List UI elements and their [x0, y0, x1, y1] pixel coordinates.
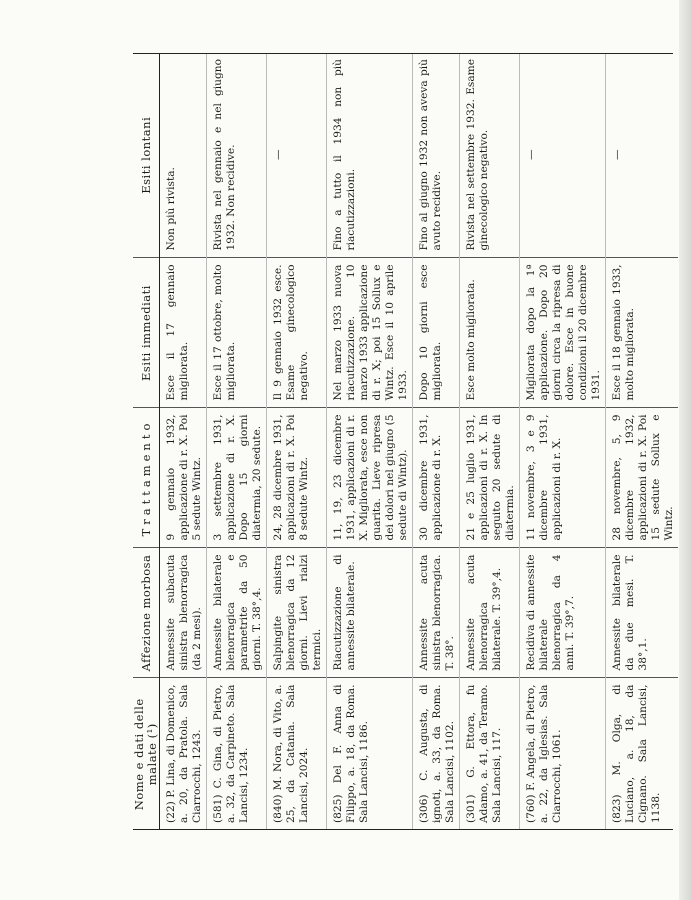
cell-affection: Annessite subacuta sinistra blenorragica (da 2 mesi). — [160, 548, 207, 678]
header-immediate: Esiti immediati — [133, 258, 160, 408]
cell-treatment: 21 e 25 luglio 1931, applicazioni di r. X. In seguito 20 sedute di diatermia. — [460, 408, 520, 548]
cell-distant: Fino al giugno 1932 non aveva più avuto recidive. — [413, 53, 460, 258]
cell-immediate: Esce molto migliorata. — [460, 258, 520, 408]
cell-affection: Annessite bilaterale da due mesi. T. 38°,1. — [606, 548, 679, 678]
cell-name: (581) C. Gina, di Pietro, a. 32, da Carpineto. Sala Lancisi, 1234. — [207, 678, 267, 830]
header-affection: Affezione morbosa — [133, 548, 160, 678]
cell-distant: Non più rivista. — [160, 53, 207, 258]
table-row — [520, 53, 606, 830]
table-row — [207, 53, 267, 830]
cell-treatment: 30 dicembre 1931, applicazione di r. X. — [413, 408, 460, 548]
cell-affection: Riacutizzazione di annessite bilaterale. — [327, 548, 413, 678]
cell-treatment: 28 novembre, 5, 9 dicembre 1932, applicazioni di r. X. Poi 15 sedute Sollux e Wintz. — [606, 408, 679, 548]
table-row — [606, 53, 679, 830]
patients-table — [133, 53, 678, 830]
cell-affection: Salpingite sinistra blenorragica da 12 giorni. Lievi rialzi termici. — [267, 548, 327, 678]
header-name: Nome e dati delle malate (¹) — [133, 678, 160, 830]
cell-immediate: Migliorata dopo la 1ª applicazione. Dopo 20 giorni circa la ripresa di dolore. Esce in buone condizioni il 20 dicembre 1931. — [520, 258, 606, 408]
cell-distant: Rivista nel gennaio e nel giugno 1932. Non recidive. — [207, 53, 267, 258]
table-row — [160, 53, 207, 830]
cell-treatment: 24, 28 dicembre 1931, applicazioni di r. X. Poi 8 sedute Wintz. — [267, 408, 327, 548]
cell-name: (760) F. Angela, di Pietro, a. 22, da Iglesias. Sala Ciarrocchi, 1061. — [520, 678, 606, 830]
cell-name: (825) Del F. Anna di Filippo, a. 18, da Roma. Sala Lancisi, 1186. — [327, 678, 413, 830]
table-row — [327, 53, 413, 830]
cell-immediate: Dopo 10 giorni esce migliorata. — [413, 258, 460, 408]
cell-treatment: 9 gennaio 1932, applicazione di r. X. Poi 5 sedute Wintz. — [160, 408, 207, 548]
page-edge — [679, 0, 691, 900]
cell-treatment: 3 settembre 1931, applicazione di r. X. Dopo 15 giorni diatermia, 20 sedute. — [207, 408, 267, 548]
cell-affection: Annessite acuta sinistra blenorragica. T. 38°. — [413, 548, 460, 678]
cell-treatment: 11 novembre, 3 e 9 dicembre 1931, applicazioni di r. X. — [520, 408, 606, 548]
cell-immediate: Nel marzo 1933 nuova riacutizzazione. 10 marzo 1933 applicazione di r. X; poi 15 Sollux e Wintz. Esce il 10 aprile 1933. — [327, 258, 413, 408]
cell-immediate: Il 9 gennaio 1932 esce. Esame ginecologico negativo. — [267, 258, 327, 408]
cell-affection: Annessite bilaterale blenorragica e parametrite da 50 giorni. T. 38°,4. — [207, 548, 267, 678]
table-row — [413, 53, 460, 830]
cell-distant: — — [267, 53, 327, 258]
cell-name: (306) C. Augusta, di ignoti, a. 33, da Roma. Sala Lancisi, 1102. — [413, 678, 460, 830]
header-treatment: Trattamento — [133, 408, 160, 548]
cell-distant: — — [611, 149, 623, 161]
rotated-table — [133, 53, 673, 830]
cell-name: (22) P. Lina, di Domenico, a. 20, da Pratola. Sala Ciarrocchi, 1243. — [160, 678, 207, 830]
cell-affection: Annessite acuta blenorragica bilaterale. T. 39°,4. — [460, 548, 520, 678]
cell-immediate: Esce il 17 gennaio migliorata. — [160, 258, 207, 408]
cell-distant: Rivista nel settembre 1932. Esame ginecologico negativo. — [460, 53, 520, 258]
cell-name: (301) G. Ettora, fu Adamo, a. 41, da Teramo. Sala Lancisi, 117. — [460, 678, 520, 830]
table-row — [460, 53, 520, 830]
cell-distant: Fino a tutto il 1934 non più riacutizzazioni. — [327, 53, 413, 258]
cell-name: (823) M. Olga, di Luciano, a. 18, da Cignano. Sala Lancisi, 1138. — [606, 678, 679, 830]
table-row — [267, 53, 327, 830]
header-row — [133, 53, 160, 830]
cell-immediate: Esce il 17 ottobre, molto migliorata. — [207, 258, 267, 408]
cell-immediate: Esce il 18 gennaio 1933, molto migliorata. — [606, 258, 679, 408]
cell-affection: Recidiva di annessite bilaterale blenorragica da 4 anni. T. 39°,7. — [520, 548, 606, 678]
cell-treatment: 11, 19, 23 dicembre 1931, applicazioni di r. X. Migliorata, esce non guarita. Lieve ripresa dei dolori nel giugno (5 sedute di Wintz). — [327, 408, 413, 548]
cell-name: (840) M. Nora, di Vito, a. 25, da Catania. Sala Lancisi, 2024. — [267, 678, 327, 830]
cell-distant: — — [520, 53, 606, 258]
table-stage — [133, 53, 673, 830]
header-distant: Esiti lontani — [133, 53, 160, 258]
